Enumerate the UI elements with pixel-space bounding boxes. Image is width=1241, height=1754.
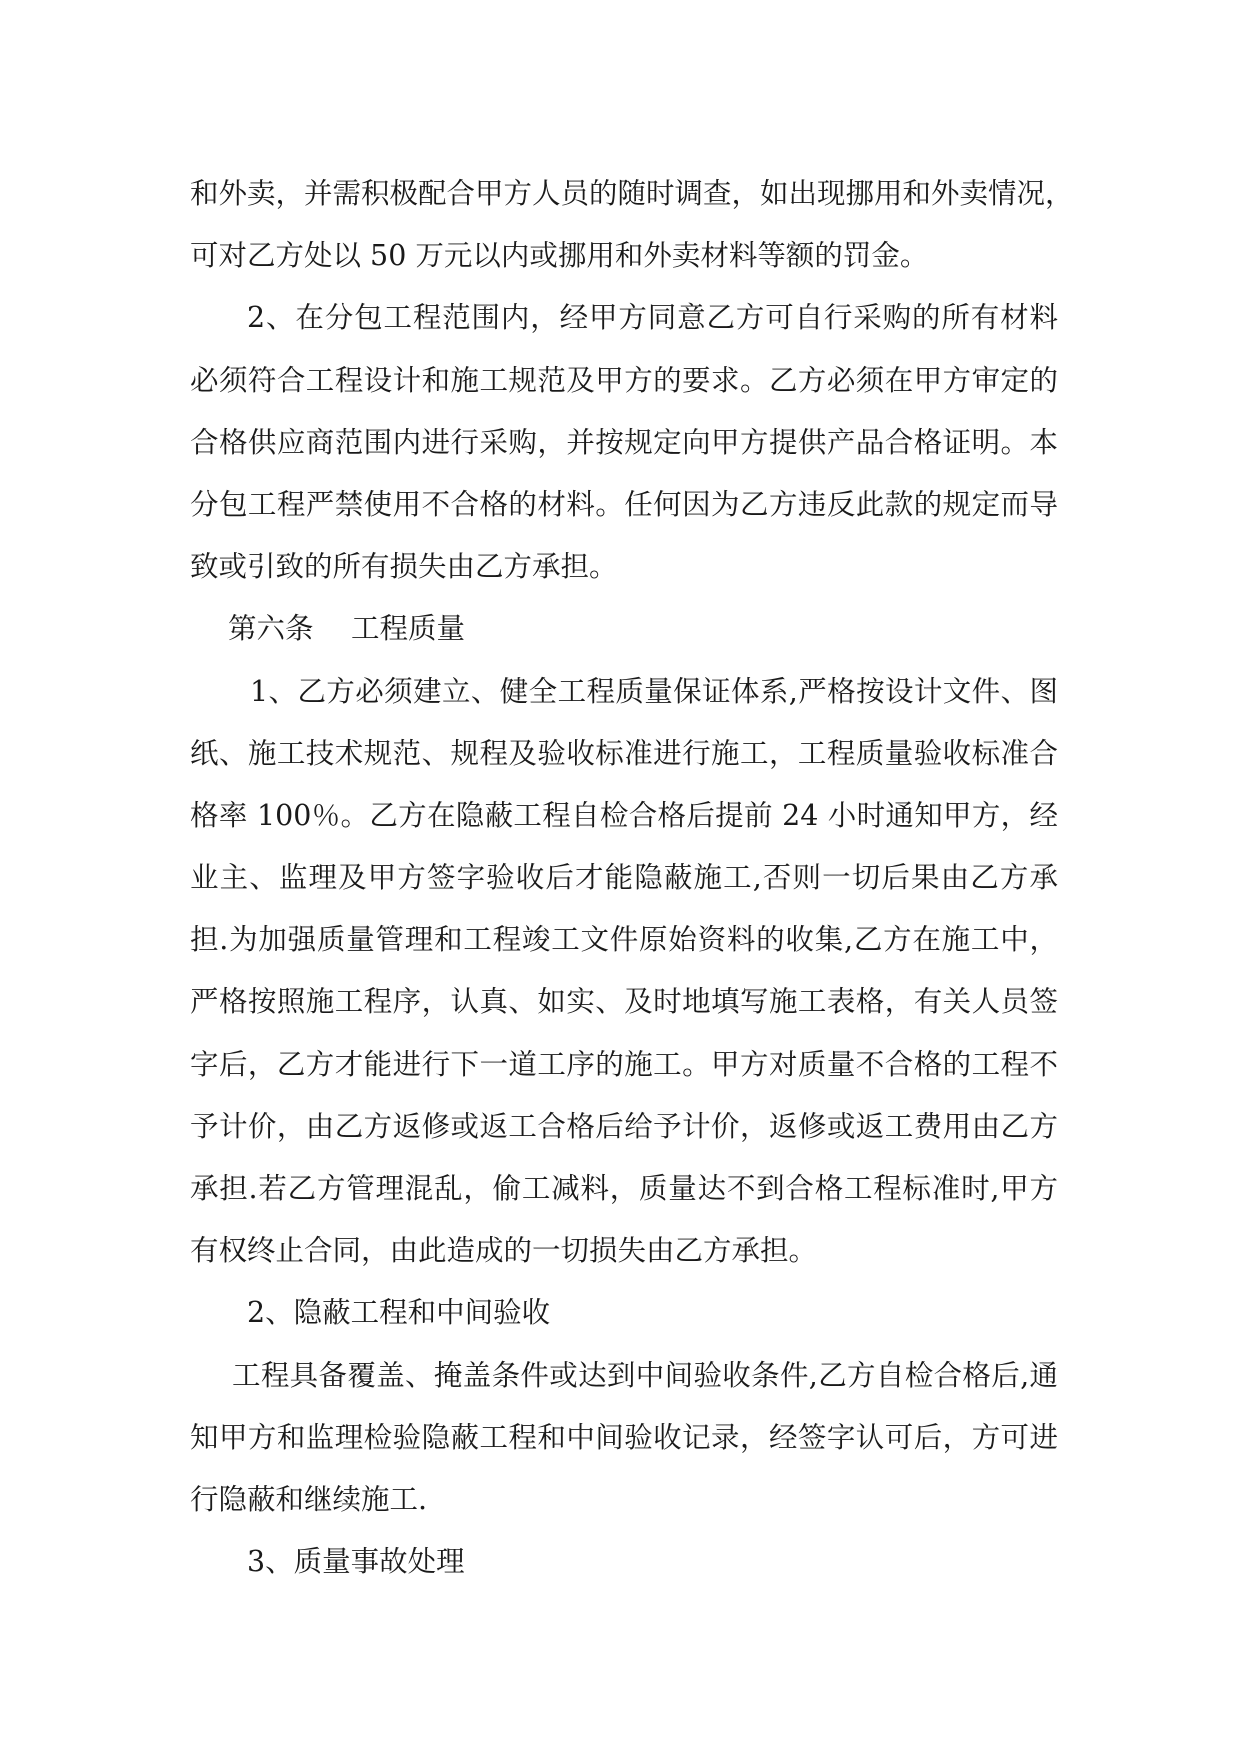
paragraph-line: 知甲方和监理检验隐蔽工程和中间验收记录，经签字认可后，方可进	[190, 1420, 1058, 1454]
paragraph-line: 合格供应商范围内进行采购，并按规定向甲方提供产品合格证明。本	[190, 425, 1058, 459]
paragraph-line: 工程具备覆盖、掩盖条件或达到中间验收条件,乙方自检合格后,通	[232, 1358, 1058, 1392]
paragraph-line: 严格按照施工程序，认真、如实、及时地填写施工表格，有关人员签	[190, 985, 1058, 1019]
paragraph-line: 承担.若乙方管理混乱，偷工减料，质量达不到合格工程标准时,甲方	[190, 1172, 1058, 1205]
paragraph-line: 字后，乙方才能进行下一道工序的施工。甲方对质量不合格的工程不	[190, 1047, 1058, 1081]
paragraph-line: 业主、监理及甲方签字验收后才能隐蔽施工,否则一切后果由乙方承	[190, 861, 1058, 895]
paragraph-line: 可对乙方处以 50 万元以内或挪用和外卖材料等额的罚金。	[190, 239, 929, 273]
paragraph-line: 有权终止合同，由此造成的一切损失由乙方承担。	[190, 1234, 818, 1268]
paragraph-line: 担.为加强质量管理和工程竣工文件原始资料的收集,乙方在施工中，	[190, 923, 1058, 957]
paragraph-line: 分包工程严禁使用不合格的材料。任何因为乙方违反此款的规定而导	[190, 487, 1058, 521]
paragraph-line: 必须符合工程设计和施工规范及甲方的要求。乙方必须在甲方审定的	[190, 363, 1058, 397]
paragraph-line: 予计价，由乙方返修或返工合格后给予计价，返修或返工费用由乙方	[190, 1109, 1058, 1143]
paragraph-line: 格率 100％。乙方在隐蔽工程自检合格后提前 24 小时通知甲方，经	[190, 798, 1058, 832]
paragraph-line: 和外卖，并需积极配合甲方人员的随时调查，如出现挪用和外卖情况，	[190, 177, 1074, 210]
section-heading: 第六条 工程质量	[228, 612, 466, 646]
document-body	[190, 163, 1074, 1593]
paragraph-line: 1、乙方必须建立、健全工程质量保证体系,严格按设计文件、图	[250, 674, 1058, 708]
subsection-heading: 2、隐蔽工程和中间验收	[247, 1296, 551, 1330]
paragraph-line: 致或引致的所有损失由乙方承担。	[190, 550, 618, 584]
subsection-heading: 3、质量事故处理	[247, 1545, 465, 1579]
paragraph-line: 2、在分包工程范围内，经甲方同意乙方可自行采购的所有材料	[247, 301, 1058, 335]
paragraph-line: 行隐蔽和继续施工.	[190, 1482, 428, 1516]
paragraph-line: 纸、施工技术规范、规程及验收标准进行施工，工程质量验收标准合	[190, 736, 1058, 770]
